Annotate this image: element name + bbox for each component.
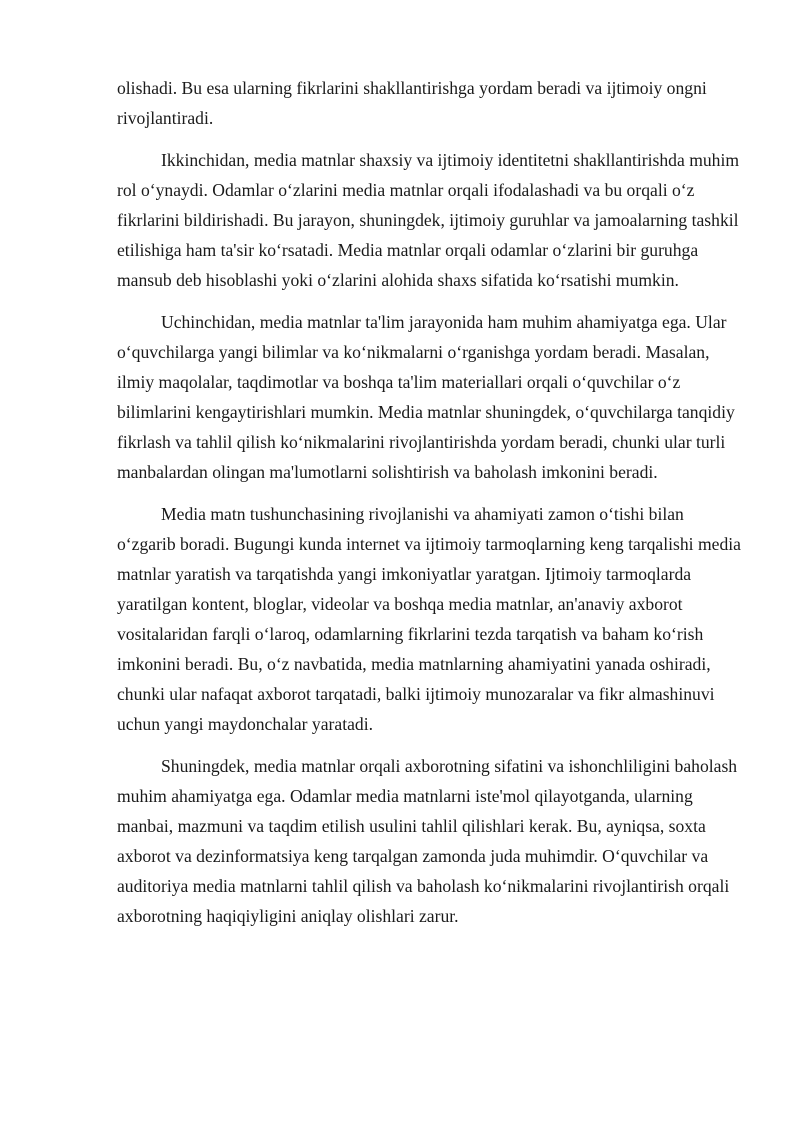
paragraph-shuningdek: Shuningdek, media matnlar orqali axborotning sifatini va ishonchliligini baholash muhim ahamiyatga ega. Odamlar media matnlarni iste'mol qilayotganda, ularning manbai, mazmuni va taqdim etilish usulini tahlil qilishlari kerak. Bu, ayniqsa, soxta axborot va dezinformatsiya keng tarqalgan zamonda juda muhimdir. O‘quvchilar va auditoriya media matnlarni tahlil qilish va baholash ko‘nikmalarini rivojlantirish orqali axborotning haqiqiyligini aniqlay olishlari zarur. [117, 756, 738, 926]
paragraph-media-matn-rivojlanishi: Media matn tushunchasining rivojlanishi va ahamiyati zamon o‘tishi bilan o‘zgarib boradi. Bugungi kunda internet va ijtimoiy tarmoqlarning keng tarqalishi media matnlar yaratish va tarqatishda yangi imkoniyatlar yaratgan. Ijtimoiy tarmoqlarda yaratilgan kontent, bloglar, videolar va boshqa media matnlar, an'anaviy axborot vositalaridan farqli o‘laroq, odamlarning fikrlarini tezda tarqatish va baham ko‘rish imkonini beradi. Bu, o‘z navbatida, media matnlarning ahamiyatini yanada oshiradi, chunki ular nafaqat axborot tarqatadi, balki ijtimoiy munozaralar va fikr almashinuvi uchun yangi maydonchalar yaratadi. [117, 504, 741, 734]
paragraph-continuation: olishadi. Bu esa ularning fikrlarini shakllantirishga yordam beradi va ijtimoiy ongni rivojlantiradi. [117, 78, 707, 128]
paragraph-ikkinchidan: Ikkinchidan, media matnlar shaxsiy va ijtimoiy identitetni shakllantirishda muhim rol o‘ynaydi. Odamlar o‘zlarini media matnlar orqali ifodalashadi va bu orqali o‘z fikrlarini bildirishadi. Bu jarayon, shuningdek, ijtimoiy guruhlar va jamoalarning tashkil etilishiga ham ta'sir ko‘rsatadi. Media matnlar orqali odamlar o‘zlarini bir guruhga mansub deb hisoblashi yoki o‘zlarini alohida shaxs sifatida ko‘rsatishi mumkin. [117, 150, 740, 290]
paragraph-uchinchidan: Uchinchidan, media matnlar ta'lim jarayonida ham muhim ahamiyatga ega. Ular o‘quvchilarga yangi bilimlar va ko‘nikmalarni o‘rganishga yordam beradi. Masalan, ilmiy maqolalar, taqdimotlar va boshqa ta'lim materiallari orqali o‘quvchilar o‘z bilimlarini kengaytirishlari mumkin. Media matnlar shuningdek, o‘quvchilarga tanqidiy fikrlash va tahlil qilish ko‘nikmalarini rivojlantirishda yordam beradi, chunki ular turli manbalardan olingan ma'lumotlarni solishtirish va baholash imkonini beradi. [117, 312, 735, 482]
document-body [117, 73, 741, 943]
